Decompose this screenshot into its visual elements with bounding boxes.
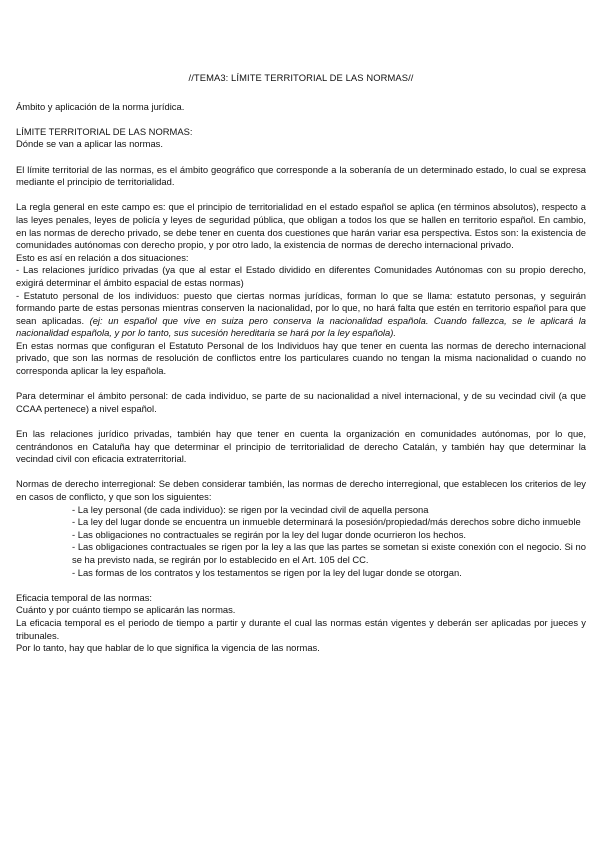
section-heading-eficacia: Eficacia temporal de las normas: <box>16 591 152 603</box>
paragraph-ambito-personal: Para determinar el ámbito personal: de cada individuo, se parte de su nacionalidad a nivel internacional, y de su vecindad civil (a que CCAA pertenece) a nivel español. <box>16 390 586 414</box>
list-item: - Las obligaciones contractuales se rigen por la ley a las que las partes se sometan si existe conexión con el negocio. Si no se ha previsto nada, se regirán por lo establecido en el Art. 105 del CC. <box>72 541 586 565</box>
estatuto-example: (ej: un español que vive en suiza pero conserva la nacionalidad española. Cuando fallezca, se le aplicará la nacionalidad española, y por lo tanto, sus sucesión hereditaria se hará por la ley española). <box>16 314 587 339</box>
section-heading-limite: LÍMITE TERRITORIAL DE LAS NORMAS: <box>16 125 193 137</box>
paragraph-relaciones-privadas: - Las relaciones jurídico privadas (ya que al estar el Estado dividido en diferentes Comunidades Autónomas con su propio derecho, exigirá determinar el ámbito espacial de estas normas) <box>16 264 586 288</box>
paragraph-situaciones: Esto es así en relación a dos situaciones: <box>16 251 189 263</box>
list-item: - Las obligaciones no contractuales se regirán por la ley del lugar donde ocurrieron los hechos. <box>72 528 466 540</box>
paragraph-derecho-interregional: Normas de derecho interregional: Se deben considerar también, las normas de derecho interregional, que establecen los criterios de ley en casos de conflicto, y que son los siguientes: <box>16 478 586 502</box>
list-item: - La ley personal (de cada individuo): se rigen por la vecindad civil de aquella persona <box>72 503 429 515</box>
document-title: //TEMA3: LÍMITE TERRITORIAL DE LAS NORMAS// <box>188 72 414 83</box>
section-subheading-limite: Dónde se van a aplicar las normas. <box>16 138 163 150</box>
criteria-list <box>16 504 586 580</box>
list-item: - Las formas de los contratos y los testamentos se rigen por la ley del lugar donde se otorgan. <box>72 566 462 578</box>
paragraph-regla-general: La regla general en este campo es: que el principio de territorialidad en el estado español se aplica (en términos absolutos), respecto a las leyes penales, leyes de policía y leyes de seguridad pública, que obligan a todos los que se hallen en territorio español. En cambio, en las normas de derecho privado, se debe tener en cuenta dos cuestiones que harán variar esa perspectiva. Estos son: la existencia de comunidades autónomas con derecho propio, y por otro lado, la existencia de normas de derecho internacional privado. <box>16 201 586 251</box>
paragraph-vigencia: Por lo tanto, hay que hablar de lo que significa la vigencia de las normas. <box>16 642 320 654</box>
paragraph-relaciones-juridico: En las relaciones jurídico privadas, también hay que tener en cuenta la organización en comunidades autónomas, por lo que, centrándonos en Cataluña hay que determinar el principio de territorialidad de derecho Catalán, y también hay que determinar la vecindad civil con eficacia extraterritorial. <box>16 428 586 465</box>
estatuto-text: - Estatuto personal de los individuos: puesto que ciertas normas jurídicas, forman lo que se llama: estatuto personas, y seguirán formando parte de estas personas mientras conserven la nacionalidad, por lo que, no hará falta que estén en territorio español para que sean aplicadas. <box>16 289 586 326</box>
paragraph-eficacia-temporal: La eficacia temporal es el periodo de tiempo a partir y durante el cual las normas están vigentes y deberán ser aplicadas por jueces y tribunales. <box>16 616 586 641</box>
section-subheading-eficacia: Cuánto y por cuánto tiempo se aplicarán las normas. <box>16 604 236 616</box>
paragraph-limite-territorial: El límite territorial de las normas, es el ámbito geográfico que corresponde a la soberanía de un determinado estado, lo cual se expresa mediante el principio de territorialidad. <box>16 163 586 188</box>
paragraph-estatuto-personal <box>16 290 586 340</box>
document-page <box>16 72 586 655</box>
list-item: - La ley del lugar donde se encuentra un inmueble determinará la posesión/propiedad/más derechos sobre dicho inmueble <box>72 516 581 528</box>
paragraph-en-estas-normas: En estas normas que configuran el Estatuto Personal de los Individuos hay que tener en cuenta las normas de derecho internacional privado, que son las normas de resolución de conflictos entre los particulares cuando no tengan la misma nacionalidad o cuando no corresponda aplicar la ley española. <box>16 339 586 377</box>
section-heading-ambito: Ámbito y aplicación de la norma jurídica. <box>16 100 185 112</box>
